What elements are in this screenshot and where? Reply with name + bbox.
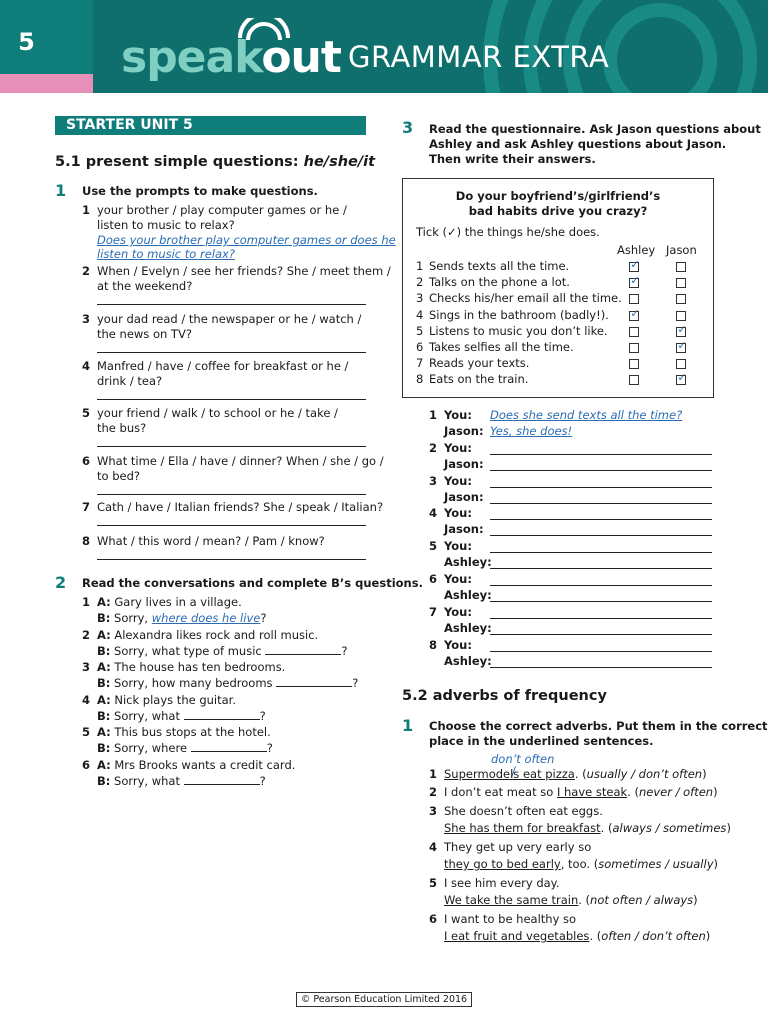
item-number: 1 xyxy=(82,203,91,217)
prompt-line: drink / tea? xyxy=(97,374,163,388)
sentence-text: ) xyxy=(705,929,711,943)
answer-line xyxy=(490,585,712,586)
sentence-line xyxy=(444,785,718,800)
b-end: ? xyxy=(260,611,267,625)
speaker-b-line xyxy=(97,741,273,756)
speaker-a-line xyxy=(97,725,271,740)
speaker-a-line xyxy=(97,758,295,773)
checkbox xyxy=(629,294,639,304)
answer-line xyxy=(490,503,712,504)
unit-banner: STARTER UNIT 5 xyxy=(55,116,366,135)
tick-mark: ✓ xyxy=(677,371,687,385)
sentence-text: . ( xyxy=(578,893,591,907)
answer-line xyxy=(490,618,712,619)
prompt-line: your friend / walk / to school or he / take / xyxy=(97,406,338,420)
sentence-line xyxy=(444,840,591,855)
checkbox xyxy=(629,359,639,369)
questionnaire-title: bad habits drive you crazy? xyxy=(468,204,648,218)
answer-line xyxy=(97,399,366,400)
model-answer: Yes, she does! xyxy=(490,424,573,438)
b-text: Sorry, xyxy=(114,611,152,625)
answer-line xyxy=(97,559,366,560)
adverb-options: sometimes / usually xyxy=(598,857,714,871)
tick-instruction: Tick (✓) the things he/she does. xyxy=(416,225,600,239)
speaker-b-line xyxy=(97,709,266,724)
answer-line xyxy=(490,535,712,536)
checkbox xyxy=(629,327,639,337)
item-number: 6 xyxy=(82,757,91,772)
exercise-instruction-line: Read the questionnaire. Ask Jason questions about xyxy=(429,122,761,136)
item-number: 2 xyxy=(429,785,438,799)
sentence-line xyxy=(444,821,731,836)
row-number: 4 xyxy=(416,307,424,322)
row-number: 5 xyxy=(416,323,424,338)
habit-text: Reads your texts. xyxy=(429,356,530,371)
item-number: 2 xyxy=(82,264,91,278)
prompt-line: Cath / have / Italian friends? She / speak / Italian? xyxy=(97,500,384,514)
sentence-line xyxy=(444,893,698,908)
underlined-sentence: they go to bed early xyxy=(444,857,561,871)
sentence-text: She doesn’t often eat eggs. xyxy=(444,804,603,818)
b-text: Sorry, what xyxy=(114,773,184,788)
b-text: Sorry, how many bedrooms xyxy=(114,676,277,690)
exercise-instruction-line: Choose the correct adverbs. Put them in the correct xyxy=(429,719,768,733)
sentence-text: ) xyxy=(702,767,707,781)
speaker-label: You: xyxy=(444,473,472,488)
speaker-label: B: xyxy=(97,676,111,690)
item-number: 8 xyxy=(429,637,438,652)
item-number: 3 xyxy=(82,660,91,674)
checkbox xyxy=(629,258,640,272)
exercise-instruction: Read the conversations and complete B’s questions. xyxy=(82,576,423,590)
section-heading-5-1: 5.1 present simple questions: he/she/it xyxy=(55,154,376,170)
sentence-text: ) xyxy=(713,857,718,871)
prompt-line: When / Evelyn / see her friends? She / meet them / xyxy=(97,264,391,278)
item-number: 4 xyxy=(82,692,91,707)
sentence-text: ) xyxy=(713,785,718,799)
sentence-text: . ( xyxy=(627,785,639,799)
answer-line xyxy=(490,667,712,668)
answer-line xyxy=(490,568,712,569)
sentence-text: ) xyxy=(693,893,698,907)
checkbox xyxy=(676,262,686,272)
a-text: This bus stops at the hotel. xyxy=(114,725,271,739)
row-number: 2 xyxy=(416,275,424,290)
checkbox xyxy=(676,278,686,288)
row-number: 6 xyxy=(416,340,424,354)
speaker-label: You: xyxy=(444,572,472,586)
sentence-text: ) xyxy=(726,821,731,835)
habit-text: Talks on the phone a lot. xyxy=(429,275,570,290)
a-text: Gary lives in a village. xyxy=(114,595,242,609)
prompt-line: the bus? xyxy=(97,421,147,435)
answer-line xyxy=(490,601,712,602)
adverb-options: often / don’t often xyxy=(601,929,706,943)
b-text: Sorry, where xyxy=(114,741,191,755)
answer-blank xyxy=(276,676,352,687)
item-number: 6 xyxy=(82,454,91,468)
answer-line xyxy=(490,487,712,488)
item-number: 2 xyxy=(82,627,91,642)
exercise-instruction-line: Ashley and ask Ashley questions about Jason. xyxy=(429,137,727,151)
checkbox xyxy=(629,306,640,321)
item-number: 2 xyxy=(429,440,438,455)
speaker-label: You: xyxy=(444,408,472,422)
a-text: Mrs Brooks wants a credit card. xyxy=(114,757,296,772)
speaker-label: Jason: xyxy=(444,489,484,504)
exercise-instruction-line: place in the underlined sentences. xyxy=(429,734,654,748)
speaker-label: Ashley: xyxy=(444,653,492,668)
habit-text: Eats on the train. xyxy=(429,372,529,387)
answer-line xyxy=(97,304,366,305)
speaker-label: You: xyxy=(444,539,472,554)
sentence-text: , too. ( xyxy=(560,857,599,871)
item-number: 4 xyxy=(82,359,91,373)
prompt-line: to bed? xyxy=(97,469,140,483)
speaker-label: A: xyxy=(97,595,111,609)
underlined-sentence: We take the same train xyxy=(444,893,579,907)
answer-blank xyxy=(191,741,267,752)
a-text: The house has ten bedrooms. xyxy=(114,660,286,674)
sentence-text: . ( xyxy=(589,929,602,943)
section-heading-5-2: 5.2 adverbs of frequency xyxy=(402,688,607,704)
checkbox xyxy=(676,311,686,321)
item-number: 3 xyxy=(429,804,438,818)
exercise-number: 2 xyxy=(55,573,67,592)
sentence-line xyxy=(444,876,560,891)
underlined-sentence: I eat fruit and vegetables xyxy=(444,929,590,943)
item-number: 1 xyxy=(429,408,438,422)
underlined-sentence: She has them for breakfast xyxy=(444,821,601,835)
prompt-line: your brother / play computer games or he / xyxy=(97,203,347,217)
model-answer: listen to music to relax? xyxy=(97,247,235,261)
prompt-line: What time / Ella / have / dinner? When / she / go / xyxy=(97,454,384,468)
adverb-options: never / often xyxy=(638,785,714,799)
b-end: ? xyxy=(259,773,266,788)
exercise-instruction: Use the prompts to make questions. xyxy=(82,184,318,198)
item-number: 5 xyxy=(429,876,438,890)
item-number: 3 xyxy=(429,473,438,488)
sentence-line xyxy=(444,912,576,927)
sentence-text: I don’t eat meat so xyxy=(444,785,557,799)
adverb-options: always / sometimes xyxy=(612,821,727,835)
speaker-b-line xyxy=(97,611,266,626)
speaker-label: Ashley: xyxy=(444,620,492,635)
speaker-label: B: xyxy=(97,643,111,658)
item-number: 4 xyxy=(429,506,438,521)
prompt-line: your dad read / the newspaper or he / watch / xyxy=(97,312,362,326)
item-number: 3 xyxy=(82,312,91,326)
speaker-label: You: xyxy=(444,506,472,521)
pink-accent-bar xyxy=(0,74,93,93)
speaker-a-line xyxy=(97,628,318,643)
item-number: 4 xyxy=(429,840,438,854)
item-number: 5 xyxy=(82,725,91,739)
speaker-a-line xyxy=(97,595,242,610)
habit-text: Checks his/her email all the time. xyxy=(429,291,622,306)
checkbox xyxy=(629,343,639,353)
answer-line xyxy=(97,525,366,526)
sentence-text: I see him every day. xyxy=(444,876,560,890)
model-answer: where does he live xyxy=(151,611,261,625)
tick-mark: ✓ xyxy=(677,339,687,352)
b-end: ? xyxy=(341,643,348,658)
sentence-line xyxy=(444,929,710,944)
underlined-sentence: I have steak xyxy=(556,785,628,799)
answer-line xyxy=(490,651,712,652)
underlined-sentence: Supermodels eat pizza xyxy=(444,767,575,781)
speaker-label: You: xyxy=(444,637,472,652)
checkbox xyxy=(676,294,686,304)
speaker-label: Jason: xyxy=(444,522,484,537)
speaker-label: Jason: xyxy=(444,424,484,438)
questionnaire-title: Do your boyfriend’s/girlfriend’s xyxy=(455,189,661,203)
tick-mark: ✓ xyxy=(630,274,640,288)
answer-blank xyxy=(184,709,260,720)
speaker-label: A: xyxy=(97,660,111,674)
sentence-text: They get up very early so xyxy=(444,840,592,854)
habit-text: Takes selfies all the time. xyxy=(429,340,574,354)
b-end: ? xyxy=(266,741,273,755)
checkbox xyxy=(676,339,687,353)
speaker-a-line xyxy=(97,693,236,708)
prompt-line: listen to music to relax? xyxy=(97,218,235,232)
row-number: 7 xyxy=(416,356,424,371)
column-header-jason: Jason xyxy=(666,243,697,257)
answer-line xyxy=(490,470,712,471)
tick-mark: ✓ xyxy=(630,258,640,271)
page-header xyxy=(0,0,768,93)
b-end: ? xyxy=(259,708,266,723)
page-title: GRAMMAR EXTRA xyxy=(348,40,610,74)
speaker-label: You: xyxy=(444,604,472,619)
habit-text: Sings in the bathroom (badly!). xyxy=(429,307,609,322)
speaker-label: You: xyxy=(444,440,472,455)
a-text: Nick plays the guitar. xyxy=(114,692,237,707)
item-number: 1 xyxy=(82,595,91,609)
checkbox xyxy=(676,371,687,385)
sentence-line xyxy=(444,767,707,782)
speaker-label: A: xyxy=(97,757,111,772)
inserted-adverb: don’t often xyxy=(491,752,555,766)
prompt-line: the news on TV? xyxy=(97,327,192,341)
speakout-logo: speakout xyxy=(121,32,341,83)
exercise-number: 3 xyxy=(402,118,414,137)
tick-mark: ✓ xyxy=(630,306,640,320)
checkbox xyxy=(629,375,639,385)
item-number: 8 xyxy=(82,534,91,548)
model-answer: Does she send texts all the time? xyxy=(490,408,683,422)
model-answer: Does your brother play computer games or does he xyxy=(97,233,396,247)
prompt-line: at the weekend? xyxy=(97,279,193,293)
speaker-label: Jason: xyxy=(444,456,484,471)
checkbox xyxy=(629,274,640,288)
sentence-line xyxy=(444,857,718,872)
adverb-options: usually / don’t often xyxy=(586,767,703,781)
speaker-label: A: xyxy=(97,627,111,642)
speaker-label: B: xyxy=(97,611,111,625)
column-header-ashley: Ashley xyxy=(617,243,656,257)
questionnaire-box xyxy=(402,178,714,398)
unit-number: 5 xyxy=(18,28,35,56)
habit-text: Listens to music you don’t like. xyxy=(429,323,608,338)
speaker-label: B: xyxy=(97,741,111,755)
item-number: 6 xyxy=(429,572,438,586)
answer-line xyxy=(97,352,366,353)
copyright-footer: © Pearson Education Limited 2016 xyxy=(296,992,472,1007)
speaker-label: Ashley: xyxy=(444,588,492,602)
checkbox xyxy=(676,322,687,337)
speaker-b-line xyxy=(97,676,358,691)
speaker-label: Ashley: xyxy=(444,555,492,570)
speaker-a-line xyxy=(97,660,285,675)
answer-line xyxy=(97,494,366,495)
speaker-b-line xyxy=(97,774,266,789)
item-number: 5 xyxy=(429,539,438,554)
checkbox xyxy=(676,359,686,369)
exercise-number: 1 xyxy=(55,181,67,200)
item-number: 7 xyxy=(82,500,91,514)
item-number: 1 xyxy=(429,767,438,781)
speaker-label: B: xyxy=(97,773,111,788)
tick-mark: ✓ xyxy=(677,322,687,336)
speaker-b-line xyxy=(97,644,348,659)
a-text: Alexandra likes rock and roll music. xyxy=(114,627,319,642)
sentence-text: I want to be healthy so xyxy=(444,912,577,926)
item-number: 7 xyxy=(429,604,438,619)
exercise-instruction-line: Then write their answers. xyxy=(429,152,596,166)
row-number: 8 xyxy=(416,372,424,387)
answer-blank xyxy=(265,644,341,655)
row-number: 1 xyxy=(416,259,424,273)
speaker-label: B: xyxy=(97,708,111,723)
sentence-text: . ( xyxy=(574,767,587,781)
sentence-text: . ( xyxy=(600,821,613,835)
answer-line xyxy=(97,446,366,447)
answer-blank xyxy=(184,774,260,785)
b-end: ? xyxy=(352,676,359,690)
b-text: Sorry, what type of music xyxy=(114,643,266,658)
answer-line xyxy=(490,454,712,455)
habit-text: Sends texts all the time. xyxy=(429,259,570,273)
answer-line xyxy=(490,552,712,553)
sentence-line xyxy=(444,804,603,819)
speaker-label: A: xyxy=(97,725,111,739)
speaker-label: A: xyxy=(97,692,111,707)
prompt-line: What / this word / mean? / Pam / know? xyxy=(97,534,325,548)
row-number: 3 xyxy=(416,291,424,306)
exercise-number: 1 xyxy=(402,716,414,735)
answer-line xyxy=(490,634,712,635)
b-text: Sorry, what xyxy=(114,708,184,723)
item-number: 5 xyxy=(82,406,91,420)
adverb-options: not often / always xyxy=(590,893,694,907)
prompt-line: Manfred / have / coffee for breakfast or he / xyxy=(97,359,349,373)
answer-line xyxy=(490,519,712,520)
item-number: 6 xyxy=(429,912,438,926)
